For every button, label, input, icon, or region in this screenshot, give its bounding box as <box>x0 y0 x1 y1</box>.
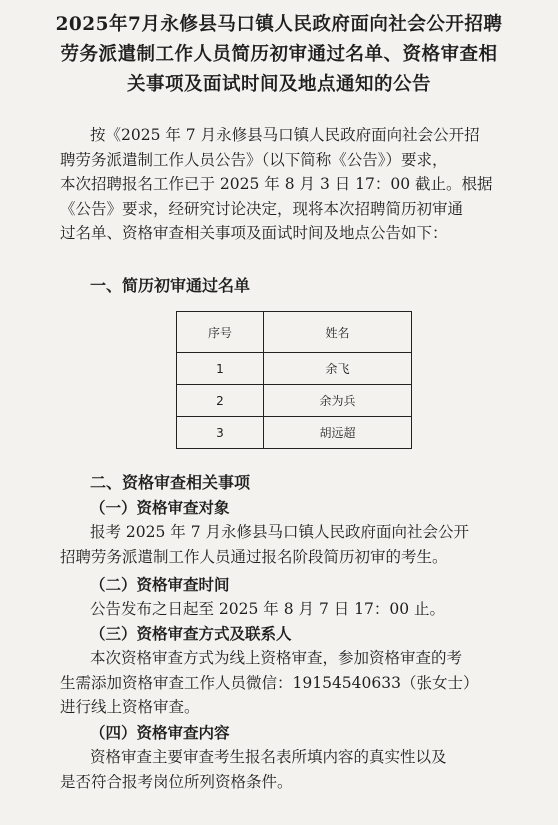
table-header-row <box>177 312 412 353</box>
subsection-1-body <box>60 520 522 569</box>
row-index: 3 <box>177 417 264 449</box>
intro-line: 按《2025 年 7 月永修县马口镇人民政府面向社会公开招 <box>90 126 480 144</box>
body-line: 本次资格审查方式为线上资格审查，参加资格审查的考 <box>90 649 463 667</box>
section-1-heading: 一、简历初审通过名单 <box>90 276 251 295</box>
row-name: 余为兵 <box>264 385 412 417</box>
header-name: 姓名 <box>264 312 412 353</box>
table-row <box>177 385 412 417</box>
section-2-heading: 二、资格审查相关事项 <box>90 473 251 492</box>
header-index: 序号 <box>177 312 264 353</box>
title-line-2: 劳务派遣制工作人员简历初审通过名单、资格审查相 <box>60 44 498 65</box>
intro-line: 《公告》要求，经研究讨论决定，现将本次招聘简历初审通 <box>60 199 464 218</box>
intro-line: 过名单、资格审查相关事项及面试时间及地点公告如下： <box>60 224 448 242</box>
notice-title <box>18 10 540 100</box>
row-name: 胡远超 <box>264 417 412 449</box>
subsection-4-body <box>60 745 522 794</box>
subsection-3-heading: （三）资格审查方式及联系人 <box>90 624 292 643</box>
body-line: 生需添加资格审查工作人员微信：19154540633（张女士） <box>60 673 479 692</box>
title-line-3: 关事项及面试时间及地点通知的公告 <box>126 74 431 95</box>
intro-paragraph <box>60 123 522 246</box>
subsection-2-body <box>60 597 522 622</box>
candidate-table <box>176 311 412 449</box>
subsection-2-heading: （二）资格审查时间 <box>90 575 230 594</box>
body-line: 报考 2025 年 7 月永修县马口镇人民政府面向社会公开 <box>90 523 470 541</box>
row-index: 1 <box>177 353 264 385</box>
row-name: 余飞 <box>264 353 412 385</box>
table-row <box>177 353 412 385</box>
subsection-3-body <box>60 646 522 720</box>
body-line: 是否符合报考岗位所列资格条件。 <box>60 772 293 791</box>
table-row <box>177 417 412 449</box>
body-line: 招聘劳务派遣制工作人员通过报名阶段简历初审的考生。 <box>60 547 448 566</box>
title-line-1: 2025年7月永修县马口镇人民政府面向社会公开招聘 <box>55 14 503 35</box>
intro-line: 本次招聘报名工作已于 2025 年 8 月 3 日 17：00 截止。根据 <box>60 175 493 193</box>
intro-line: 聘劳务派遣制工作人员公告》（以下简称《公告》）要求， <box>60 150 448 169</box>
subsection-1-heading: （一）资格审查对象 <box>90 498 230 517</box>
body-line: 资格审查主要审查考生报名表所填内容的真实性以及 <box>90 748 447 766</box>
body-line: 公告发布之日起至 2025 年 8 月 7 日 17：00 止。 <box>90 600 446 618</box>
subsection-4-heading: （四）资格审查内容 <box>90 723 230 742</box>
row-index: 2 <box>177 385 264 417</box>
body-line: 进行线上资格审查。 <box>60 698 200 716</box>
